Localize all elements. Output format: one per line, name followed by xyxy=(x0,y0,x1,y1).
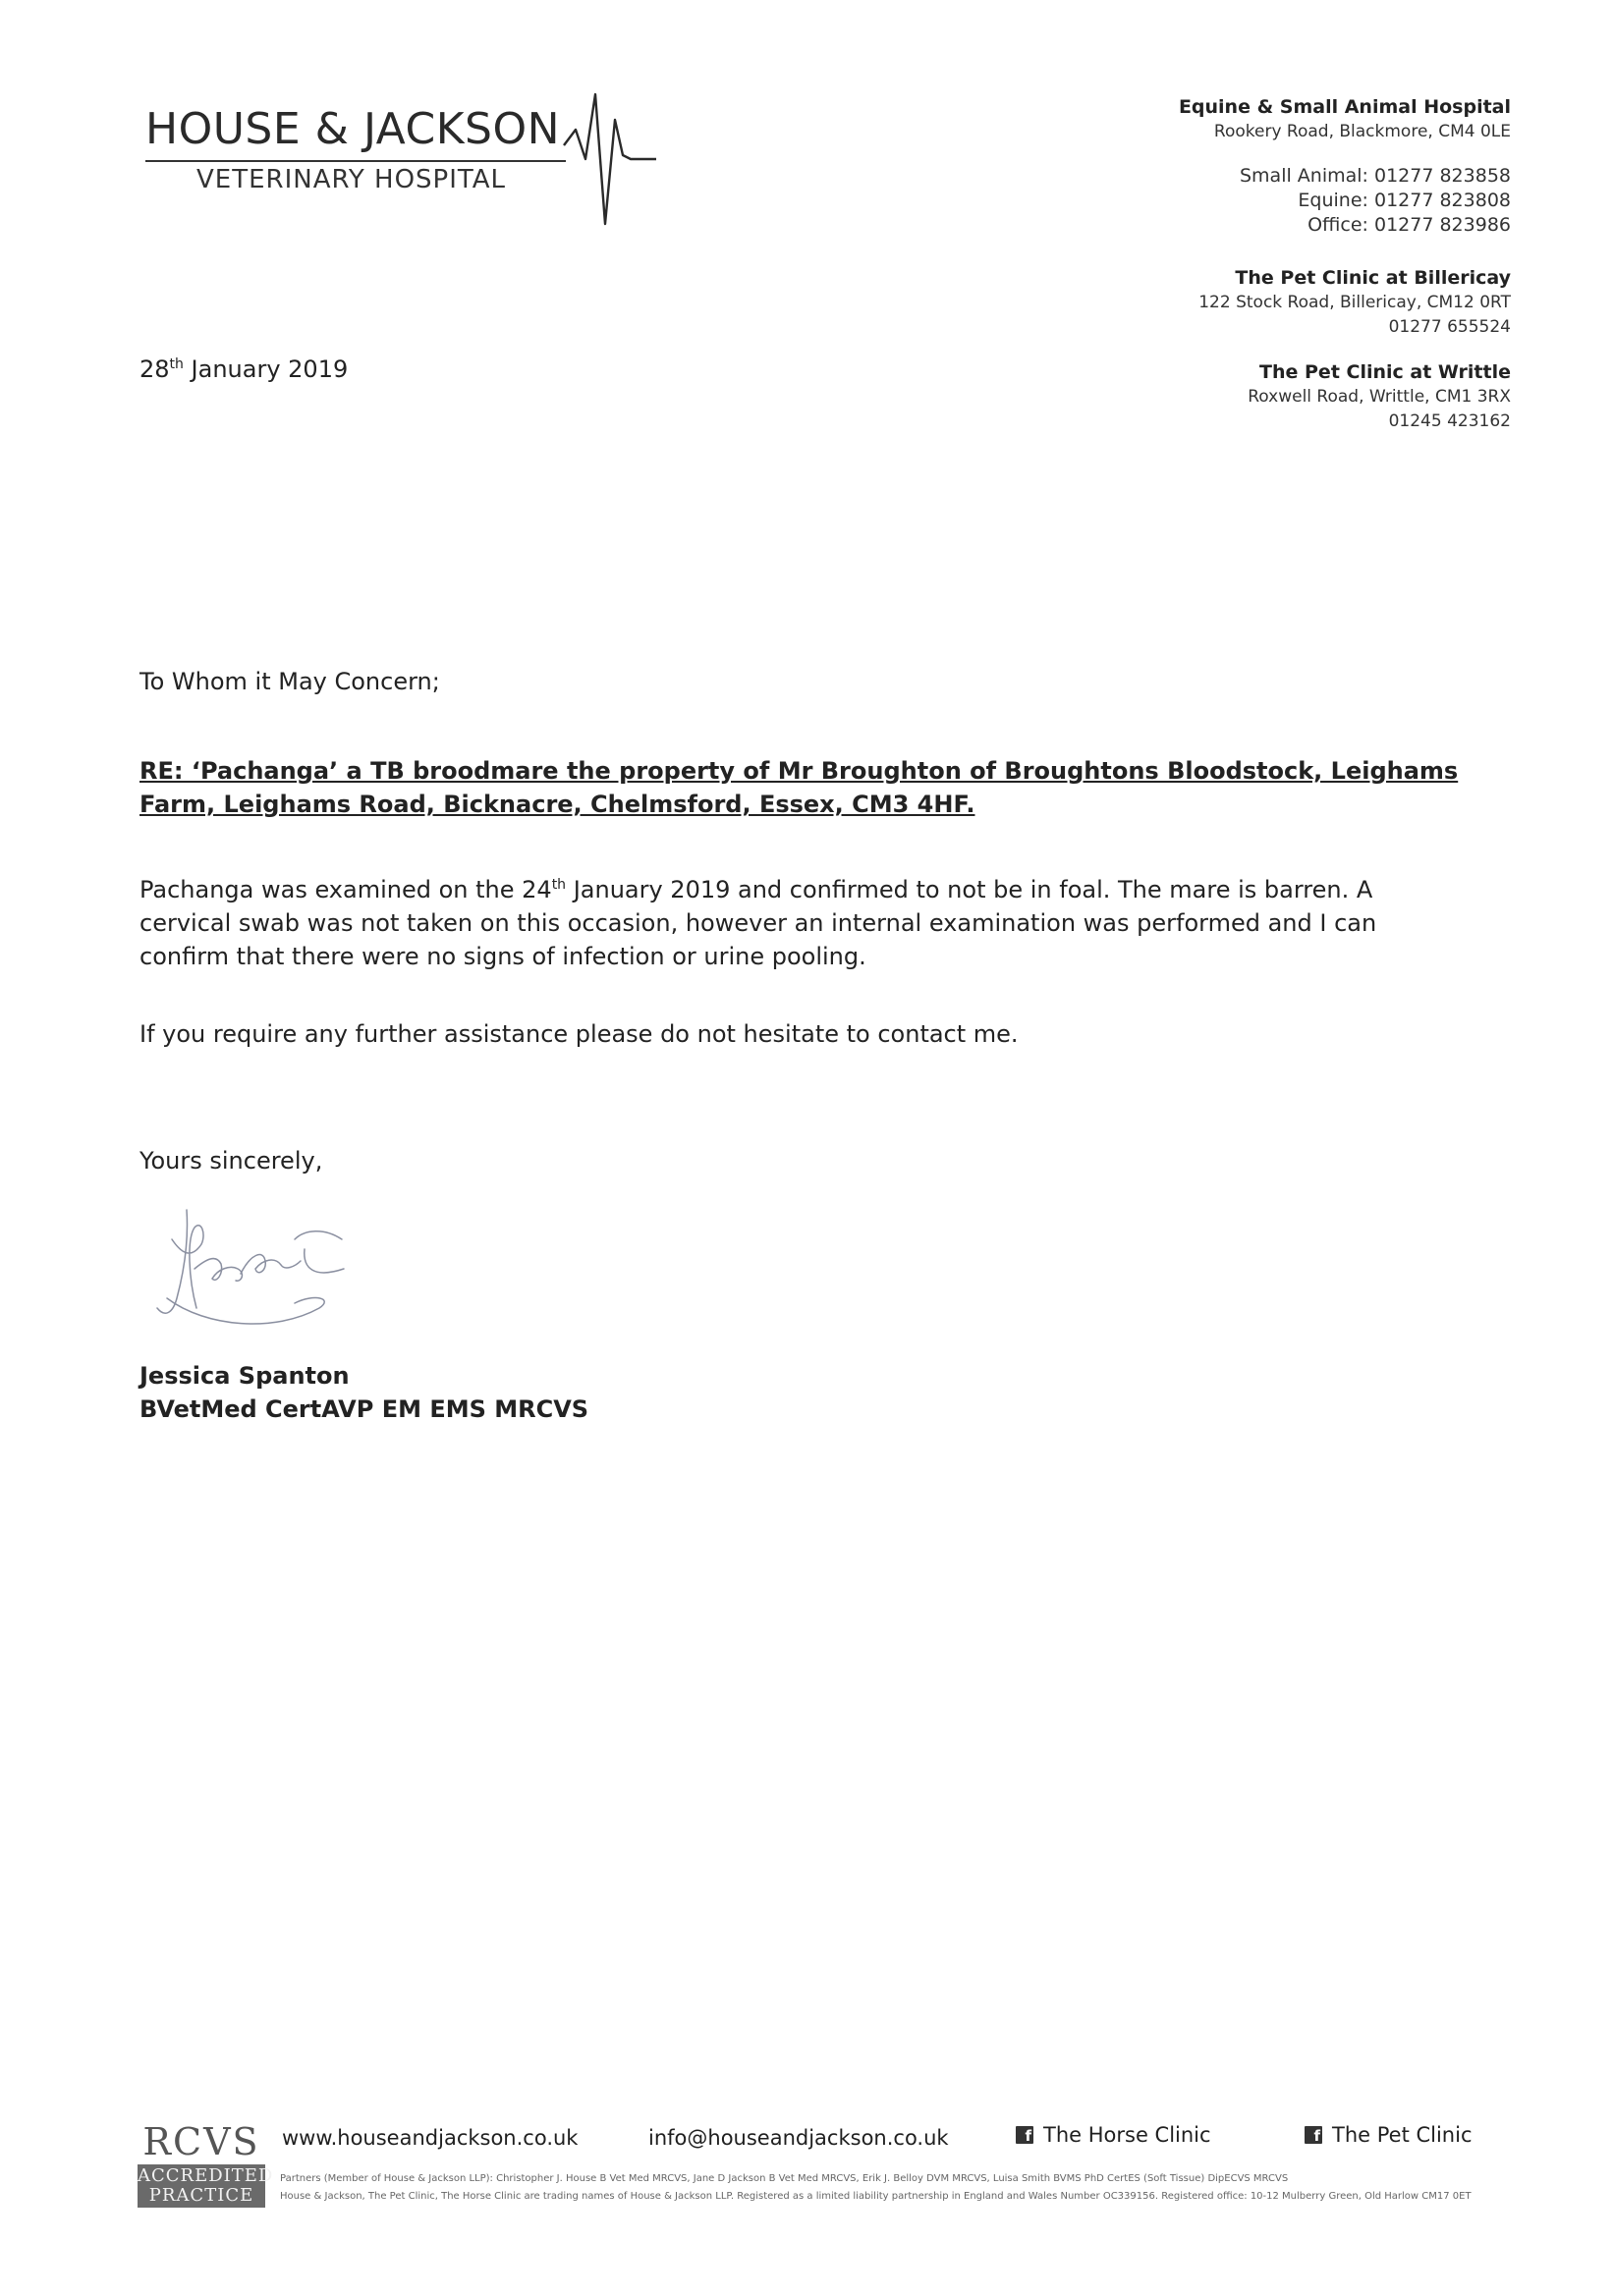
rcvs-accreditation-band: ACCREDITED PRACTICE xyxy=(138,2165,274,2206)
fine-print-partners: Partners (Member of House & Jackson LLP): Christopher J. House B Vet Med MRCVS, Jane D Jackson B Vet Med MRCVS, Erik J. Belloy DVM MRCVS, Luisa Smith BVMS PhD CertES (Soft Tissue) DipECVS MRCVS xyxy=(280,2173,1289,2184)
signer-block xyxy=(139,1359,588,1426)
phone-small-animal: Small Animal: 01277 823858 xyxy=(1239,165,1511,187)
logo-subtitle: VETERINARY HOSPITAL xyxy=(196,165,507,194)
signature xyxy=(147,1200,363,1347)
location-phone: 01245 423162 xyxy=(1388,411,1511,431)
salutation: To Whom it May Concern; xyxy=(139,668,440,695)
letter-date: 28th January 2019 xyxy=(139,355,349,383)
location-phone: 01277 655524 xyxy=(1388,317,1511,337)
phone-list xyxy=(1240,164,1511,238)
rcvs-wordmark: RCVS xyxy=(142,2120,260,2163)
body-paragraph-1: Pachanga was examined on the 24th January 2019 and confirmed to not be in foal. The mare is barren. A cervical swab was not taken on this occasion, however an internal examination was performed and I can confirm that there were no signs of infection or urine pooling. xyxy=(139,876,1377,970)
address-equine-hospital xyxy=(1179,95,1511,144)
location-heading: Equine & Small Animal Hospital xyxy=(1178,96,1511,118)
closing: Yours sincerely, xyxy=(139,1147,323,1175)
location-address: Rookery Road, Blackmore, CM4 0LE xyxy=(1213,122,1511,141)
address-writtle xyxy=(1248,360,1511,434)
signer-name: Jessica Spanton xyxy=(139,1362,350,1390)
logo-title: HOUSE & JACKSON xyxy=(145,104,561,154)
signer-credentials: BVetMed CertAVP EM EMS MRCVS xyxy=(139,1395,589,1423)
website-link[interactable]: www.houseandjackson.co.uk xyxy=(282,2126,579,2150)
facebook-icon: f xyxy=(1305,2126,1322,2144)
fine-print-registration: House & Jackson, The Pet Clinic, The Horse Clinic are trading names of House & Jackson LLP. Registered as a limited liability partnership in England and Wales Number OC339156. Registered office: 10-12 Mulberry Green, Old Harlow CM17 0ET xyxy=(280,2191,1472,2202)
body-paragraph-2: If you require any further assistance please do not hesitate to contact me. xyxy=(139,1020,1019,1048)
location-address: 122 Stock Road, Billericay, CM12 0RT xyxy=(1198,293,1511,312)
phone-office: Office: 01277 823986 xyxy=(1307,214,1511,236)
location-heading: The Pet Clinic at Billericay xyxy=(1235,267,1511,289)
heartbeat-icon xyxy=(562,90,660,228)
subject-line: RE: ‘Pachanga’ a TB broodmare the property of Mr Broughton of Broughtons Bloodstock, Leighams Farm, Leighams Road, Bicknacre, Chelmsford, Essex, CM3 4HF. xyxy=(139,757,1459,818)
phone-equine: Equine: 01277 823808 xyxy=(1298,190,1511,211)
pet-clinic-facebook-link[interactable] xyxy=(1305,2123,1473,2147)
email-link[interactable]: info@houseandjackson.co.uk xyxy=(648,2126,949,2150)
horse-clinic-label: The Horse Clinic xyxy=(1043,2123,1211,2147)
pet-clinic-label: The Pet Clinic xyxy=(1332,2123,1473,2147)
address-billericay xyxy=(1198,266,1511,340)
horse-clinic-facebook-link[interactable] xyxy=(1016,2123,1211,2147)
logo-divider xyxy=(145,160,566,162)
location-heading: The Pet Clinic at Writtle xyxy=(1259,361,1511,383)
rcvs-accredited-logo xyxy=(138,2120,274,2208)
facebook-icon: f xyxy=(1016,2126,1033,2144)
location-address: Roxwell Road, Writtle, CM1 3RX xyxy=(1248,387,1511,407)
